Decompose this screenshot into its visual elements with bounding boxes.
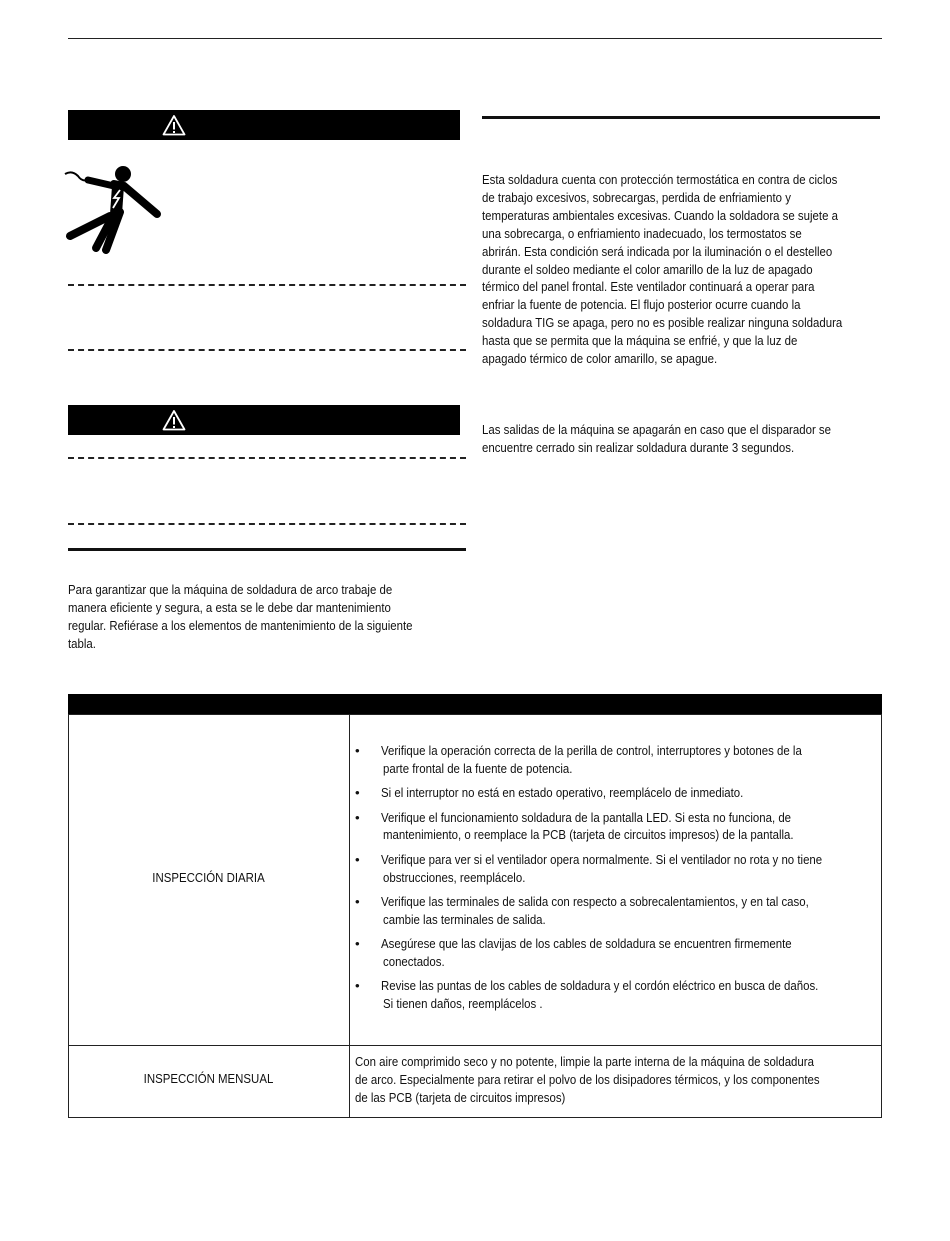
header-rule <box>68 38 882 39</box>
paragraph-line: Con aire comprimido seco y no potente, limpie la parte interna de la máquina de soldadura <box>355 1054 814 1069</box>
monthly-inspection-text <box>355 1053 895 1107</box>
paragraph-line: regular. Refiérase a los elementos de mantenimiento de la siguiente <box>68 617 413 633</box>
paragraph-line: abrirán. Esta condición será indicada por la iluminación o el destelleo <box>482 243 833 259</box>
dashed-divider <box>68 284 466 286</box>
output-shutdown-paragraph <box>482 421 888 457</box>
list-item <box>355 977 875 1013</box>
paragraph-line: Esta soldadura cuenta con protección termostática en contra de ciclos <box>482 172 838 187</box>
paragraph-line: Las salidas de la máquina se apagarán en caso que el disparador se <box>482 422 832 437</box>
paragraph-line: enfriar la fuente de potencia. El flujo posterior ocurre cuando la <box>482 297 801 313</box>
paragraph-line: tabla. <box>68 635 96 651</box>
paragraph-line: de las PCB (tarjeta de circuitos impresos) <box>355 1089 566 1105</box>
list-item <box>355 742 875 778</box>
table-column-divider <box>349 714 350 1118</box>
paragraph-line: una sobrecarga, o enfriamiento inadecuado, los termostatos se <box>482 225 802 241</box>
paragraph-line: hasta que se permita que la máquina se enfrié, y que la luz de <box>482 333 798 349</box>
bullet-icon: • <box>355 785 360 801</box>
daily-inspection-list <box>355 742 875 1020</box>
list-item-line: Revise las puntas de los cables de soldadura y el cordón eléctrico en busca de daños. <box>381 978 819 994</box>
list-item-line: mantenimiento, o reemplace la PCB (tarjeta de circuitos impresos) de la pantalla. <box>383 827 794 843</box>
table-row-label: INSPECCIÓN MENSUAL <box>143 1071 274 1086</box>
table-row-divider <box>68 1045 882 1046</box>
paragraph-line: durante el soldeo mediante el color amarillo de la luz de apagado <box>482 261 813 277</box>
paragraph-line: temperaturas ambientales excesivas. Cuando la soldadora se sujete a <box>482 207 838 223</box>
table-header <box>68 694 882 714</box>
warning-triangle-icon <box>162 409 186 431</box>
bullet-icon: • <box>355 809 360 825</box>
list-item <box>355 935 875 971</box>
bullet-icon: • <box>355 936 360 952</box>
warning-triangle-icon <box>162 114 186 136</box>
list-item <box>355 851 875 887</box>
paragraph-line: de trabajo excesivos, sobrecargas, perdida de enfriamiento y <box>482 189 791 205</box>
list-item-line: Asegúrese que las clavijas de los cables de soldadura se encuentren firmemente <box>381 936 792 952</box>
dashed-divider <box>68 349 466 351</box>
list-item-line: cambie las terminales de salida. <box>383 911 546 927</box>
list-item-line: Si el interruptor no está en estado operativo, reemplácelo de inmediato. <box>381 785 744 801</box>
dashed-divider <box>68 457 466 459</box>
list-item-line: Verifique para ver si el ventilador opera normalmente. Si el ventilador no rota y no tiene <box>381 851 823 867</box>
maintenance-paragraph <box>68 581 469 653</box>
list-item <box>355 784 875 802</box>
warning-banner <box>68 405 460 435</box>
list-item <box>355 809 875 845</box>
paragraph-line: soldadura TIG se apaga, pero no es posible realizar ninguna soldadura <box>482 315 843 331</box>
list-item-line: Verifique las terminales de salida con respecto a sobrecalentamientos, y en tal caso, <box>381 893 809 909</box>
section-rule <box>68 548 466 551</box>
paragraph-line: encuentre cerrado sin realizar soldadura durante 3 segundos. <box>482 439 795 455</box>
list-item-line: Verifique la operación correcta de la perilla de control, interruptores y botones de la <box>381 743 802 758</box>
paragraph-line: apagado térmico de color amarillo, se apague. <box>482 351 718 367</box>
electric-shock-icon <box>62 162 162 254</box>
bullet-icon: • <box>355 743 360 758</box>
bullet-icon: • <box>355 851 360 867</box>
warning-banner <box>68 110 460 140</box>
dashed-divider <box>68 523 466 525</box>
paragraph-line: de arco. Especialmente para retirar el polvo de los disipadores térmicos, y los componentes <box>355 1071 820 1087</box>
table-row-label: INSPECCIÓN DIARIA <box>152 870 265 885</box>
bullet-icon: • <box>355 978 360 994</box>
list-item-line: obstrucciones, reemplácelo. <box>383 869 526 885</box>
list-item-line: conectados. <box>383 954 445 970</box>
list-item <box>355 893 875 929</box>
thermal-protection-paragraph <box>482 171 901 368</box>
list-item-line: Verifique el funcionamiento soldadura de la pantalla LED. Si esta no funciona, de <box>381 809 792 825</box>
paragraph-line: Para garantizar que la máquina de soldadura de arco trabaje de <box>68 582 393 597</box>
list-item-line: parte frontal de la fuente de potencia. <box>383 760 573 776</box>
section-rule <box>482 116 880 119</box>
paragraph-line: térmico del panel frontal. Este ventilador continuará a operar para <box>482 279 815 295</box>
bullet-icon: • <box>355 893 360 909</box>
paragraph-line: manera eficiente y segura, a esta se le debe dar mantenimiento <box>68 599 391 615</box>
list-item-line: Si tienen daños, reemplácelos . <box>383 996 543 1012</box>
